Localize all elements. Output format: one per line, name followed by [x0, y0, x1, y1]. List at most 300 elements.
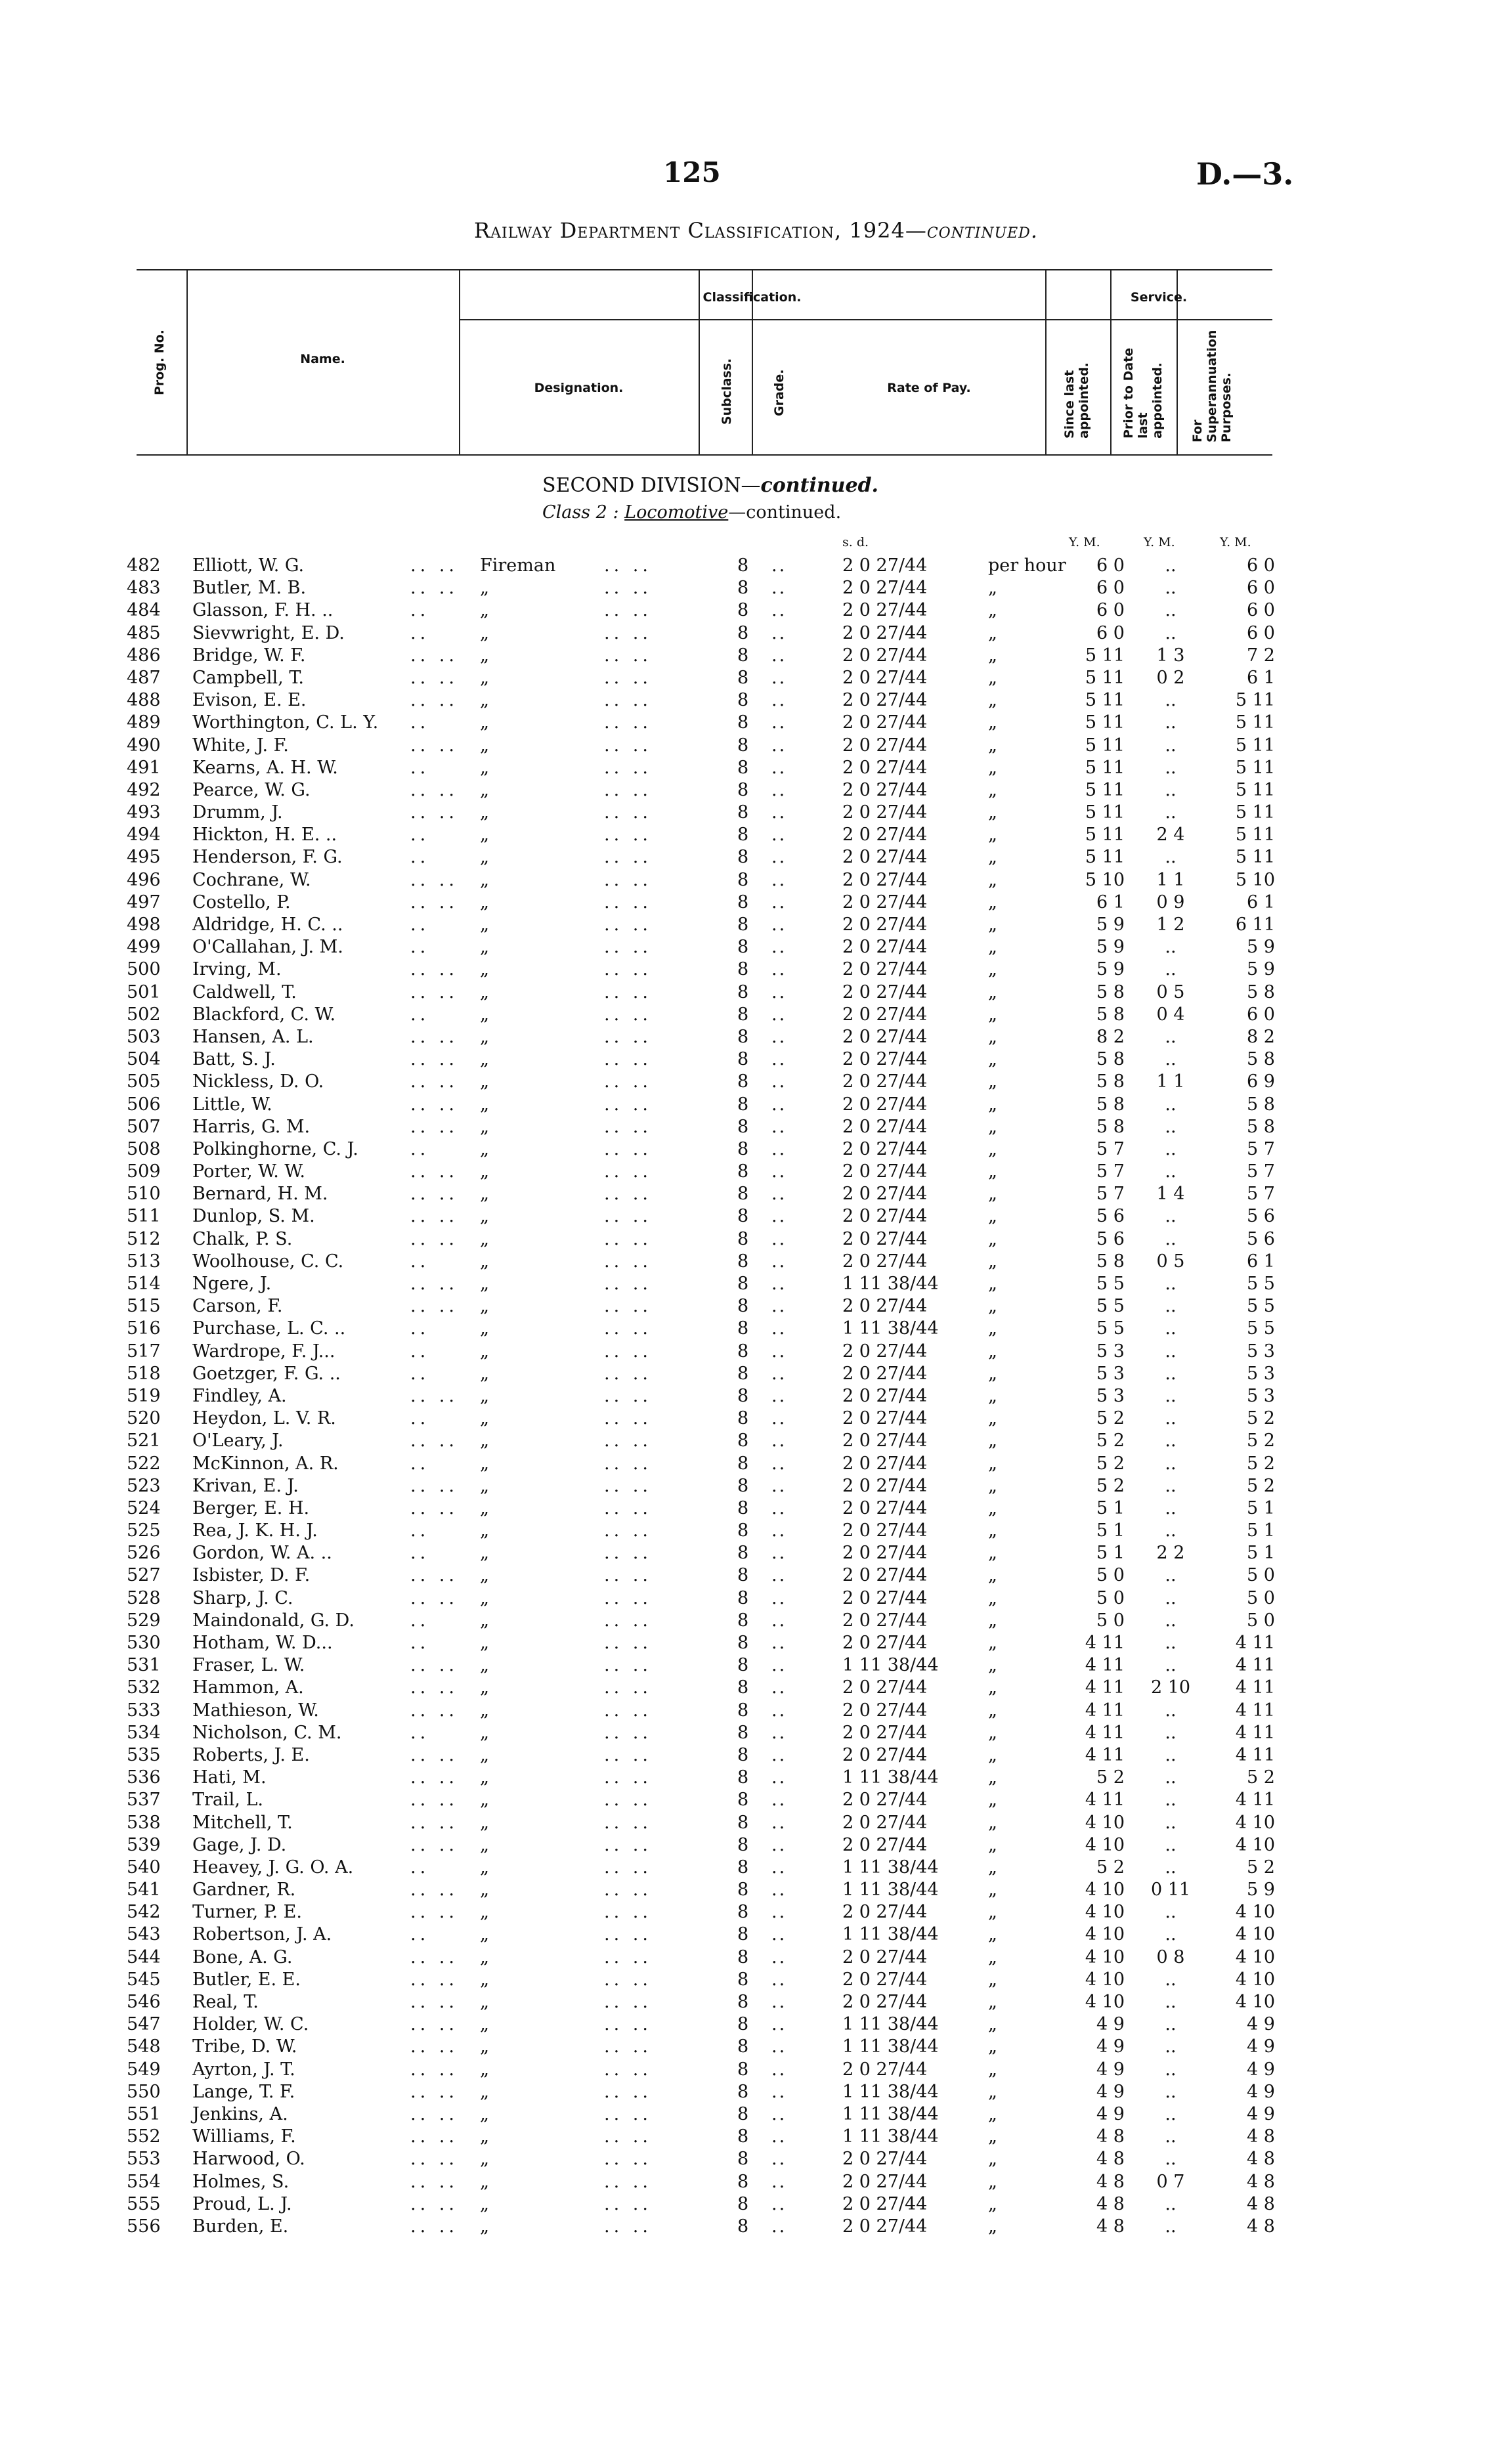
leader-dots: .. .. — [410, 1902, 458, 1923]
service-prior: 0 4 — [1156, 1004, 1185, 1025]
leader-dots: .. .. — [604, 667, 652, 688]
rate-of-pay: 1 11 38/44 — [842, 2103, 939, 2124]
leader-dots: .. — [771, 779, 787, 800]
rate-unit: „ — [988, 1744, 997, 1765]
rate-unit: „ — [988, 1004, 997, 1025]
grade: 8 — [737, 1475, 749, 1496]
rate-of-pay: 1 11 38/44 — [842, 1880, 939, 1901]
table-row — [0, 1564, 1512, 1587]
rate-of-pay: 1 11 38/44 — [842, 1857, 939, 1878]
service-superannuation: 5 6 — [1247, 1228, 1275, 1249]
table-row — [0, 1901, 1512, 1923]
title-continued: continued. — [926, 218, 1038, 243]
rate-of-pay: 2 0 27/44 — [842, 1790, 928, 1811]
grade: 8 — [737, 1363, 749, 1384]
service-since-last: 4 10 — [1085, 1902, 1125, 1923]
table-row — [0, 779, 1512, 802]
leader-dots: .. .. — [604, 1094, 652, 1115]
leader-dots: .. — [771, 1543, 787, 1564]
designation: „ — [480, 2081, 489, 2102]
service-since-last: 5 7 — [1096, 1184, 1125, 1205]
leader-dots: .. — [771, 1520, 787, 1541]
service-prior: .. — [1165, 1363, 1177, 1384]
service-prior: 1 1 — [1156, 1071, 1185, 1092]
service-since-last: 5 1 — [1096, 1520, 1125, 1541]
leader-dots: .. .. — [410, 1677, 458, 1698]
rate-unit: „ — [988, 1138, 997, 1159]
service-since-last: 6 0 — [1096, 578, 1125, 599]
leader-dots: .. .. — [604, 1543, 652, 1564]
leader-dots: .. .. — [604, 578, 652, 599]
service-prior: .. — [1165, 2149, 1177, 2170]
designation: „ — [480, 757, 489, 778]
rate-of-pay: 2 0 27/44 — [842, 1722, 928, 1743]
leader-dots: .. — [771, 757, 787, 778]
leader-dots: .. .. — [604, 1767, 652, 1788]
employee-name: Dunlop, S. M. — [192, 1206, 315, 1227]
employee-name: Mathieson, W. — [192, 1700, 319, 1721]
prog-no: 503 — [127, 1026, 161, 1047]
leader-dots: .. — [410, 712, 430, 733]
rate-of-pay: 2 0 27/44 — [842, 757, 928, 778]
table-row — [0, 1026, 1512, 1048]
service-since-last: 5 6 — [1096, 1228, 1125, 1249]
prog-no: 518 — [127, 1363, 161, 1384]
leader-dots: .. — [771, 981, 787, 1002]
leader-dots: .. — [771, 1565, 787, 1586]
leader-dots: .. — [771, 959, 787, 980]
service-prior: .. — [1165, 1475, 1177, 1496]
designation: „ — [480, 1138, 489, 1159]
leader-dots: .. .. — [410, 1744, 458, 1765]
table-row — [0, 1834, 1512, 1857]
table-row — [0, 1946, 1512, 1969]
rate-unit: „ — [988, 1565, 997, 1586]
employee-name: Goetzger, F. G. .. — [192, 1363, 341, 1384]
service-superannuation: 5 10 — [1235, 869, 1275, 890]
prog-no: 531 — [127, 1655, 161, 1676]
employee-name: Carson, F. — [192, 1296, 283, 1317]
table-row — [0, 2171, 1512, 2193]
rate-unit: „ — [988, 2036, 997, 2057]
employee-name: Wardrope, F. J... — [192, 1341, 335, 1362]
prog-no: 516 — [127, 1318, 161, 1339]
table-row — [0, 1789, 1512, 1811]
prog-no: 483 — [127, 578, 161, 599]
designation: „ — [480, 2126, 489, 2147]
service-superannuation: 5 5 — [1247, 1318, 1275, 1339]
grade: 8 — [737, 1655, 749, 1676]
employee-name: Evison, E. E. — [192, 690, 307, 711]
prog-no: 491 — [127, 757, 161, 778]
leader-dots: .. .. — [604, 2149, 652, 2170]
grade: 8 — [737, 2171, 749, 2192]
prog-no: 523 — [127, 1475, 161, 1496]
rate-of-pay: 2 0 27/44 — [842, 578, 928, 599]
leader-dots: .. .. — [604, 1251, 652, 1272]
leader-dots: .. .. — [604, 600, 652, 621]
prog-no: 490 — [127, 735, 161, 756]
leader-dots: .. .. — [410, 959, 458, 980]
leader-dots: .. .. — [604, 847, 652, 868]
prog-no: 521 — [127, 1430, 161, 1451]
leader-dots: .. .. — [604, 1049, 652, 1070]
employee-name: Drumm, J. — [192, 802, 283, 823]
grade: 8 — [737, 555, 749, 576]
service-since-last: 5 11 — [1085, 779, 1125, 800]
prog-no: 484 — [127, 600, 161, 621]
service-superannuation: 6 11 — [1235, 914, 1275, 935]
employee-name: Purchase, L. C. .. — [192, 1318, 346, 1339]
service-prior: .. — [1165, 1228, 1177, 1249]
employee-name: Hotham, W. D... — [192, 1633, 333, 1653]
prog-no: 501 — [127, 981, 161, 1002]
table-row — [0, 1183, 1512, 1205]
grade: 8 — [737, 1812, 749, 1833]
header-prior-to-date: Prior to Date last appointed. — [1121, 347, 1165, 439]
designation: „ — [480, 1610, 489, 1631]
employee-name: O'Callahan, J. M. — [192, 937, 343, 958]
rate-unit: „ — [988, 735, 997, 756]
service-since-last: 5 9 — [1096, 959, 1125, 980]
employee-name: White, J. F. — [192, 735, 289, 756]
leader-dots: .. .. — [604, 2036, 652, 2057]
leader-dots: .. .. — [604, 1004, 652, 1025]
prog-no: 496 — [127, 869, 161, 890]
designation: „ — [480, 1565, 489, 1586]
prog-no: 525 — [127, 1520, 161, 1541]
leader-dots: .. — [771, 2059, 787, 2080]
prog-no: 526 — [127, 1543, 161, 1564]
leader-dots: .. — [771, 1228, 787, 1249]
service-superannuation: 4 11 — [1235, 1700, 1275, 1721]
service-since-last: 4 9 — [1096, 2036, 1125, 2057]
service-prior: .. — [1165, 578, 1177, 599]
service-prior: .. — [1165, 959, 1177, 980]
rate-of-pay: 2 0 27/44 — [842, 1475, 928, 1496]
rate-of-pay: 2 0 27/44 — [842, 892, 928, 913]
employee-name: Holmes, S. — [192, 2171, 290, 2192]
service-prior: 0 5 — [1156, 1251, 1185, 1272]
service-since-last: 6 0 — [1096, 555, 1125, 576]
table-row — [0, 1497, 1512, 1520]
leader-dots: .. — [771, 1767, 787, 1788]
service-superannuation: 7 2 — [1247, 645, 1275, 666]
grade: 8 — [737, 1744, 749, 1765]
leader-dots: .. .. — [604, 2081, 652, 2102]
grade: 8 — [737, 600, 749, 621]
since-units: Y. M. — [1069, 535, 1100, 549]
leader-dots: .. .. — [410, 1206, 458, 1227]
rate-unit: „ — [988, 869, 997, 890]
table-row — [0, 824, 1512, 846]
service-superannuation: 6 0 — [1247, 600, 1275, 621]
service-prior: 2 4 — [1156, 825, 1185, 846]
rate-unit: „ — [988, 1071, 997, 1092]
leader-dots: .. — [771, 1655, 787, 1676]
service-since-last: 5 5 — [1096, 1296, 1125, 1317]
designation: „ — [480, 1071, 489, 1092]
prog-no: 538 — [127, 1812, 161, 1833]
page-title — [0, 218, 1512, 243]
table-row — [0, 1767, 1512, 1789]
table-row — [0, 1048, 1512, 1071]
prog-no: 546 — [127, 1992, 161, 2012]
leader-dots: .. .. — [410, 2059, 458, 2080]
service-prior: 0 7 — [1156, 2171, 1185, 2192]
table-row — [0, 1700, 1512, 1722]
table-row — [0, 1430, 1512, 1452]
service-superannuation: 5 11 — [1235, 847, 1275, 868]
rate-of-pay: 2 0 27/44 — [842, 1700, 928, 1721]
leader-dots: .. .. — [604, 1700, 652, 1721]
table-row — [0, 689, 1512, 712]
designation: „ — [480, 1116, 489, 1137]
prog-no: 552 — [127, 2126, 161, 2147]
leader-dots: .. .. — [604, 1296, 652, 1317]
table-row — [0, 1654, 1512, 1677]
rate-of-pay: 1 11 38/44 — [842, 2014, 939, 2035]
service-prior: 0 5 — [1156, 981, 1185, 1002]
leader-dots: .. — [771, 622, 787, 643]
employee-name: Hammon, A. — [192, 1677, 304, 1698]
service-prior: .. — [1165, 1318, 1177, 1339]
table-row — [0, 1677, 1512, 1699]
leader-dots: .. .. — [604, 1430, 652, 1451]
designation: „ — [480, 959, 489, 980]
leader-dots: .. .. — [410, 1385, 458, 1406]
grade: 8 — [737, 1924, 749, 1945]
leader-dots: .. .. — [410, 892, 458, 913]
grade: 8 — [737, 1969, 749, 1990]
prog-no: 498 — [127, 914, 161, 935]
leader-dots: .. — [771, 578, 787, 599]
table-row — [0, 1094, 1512, 1116]
leader-dots: .. .. — [604, 1161, 652, 1182]
prog-no: 553 — [127, 2149, 161, 2170]
designation: „ — [480, 1722, 489, 1743]
leader-dots: .. — [410, 1363, 430, 1384]
leader-dots: .. — [771, 1790, 787, 1811]
prior-units: Y. M. — [1144, 535, 1175, 549]
leader-dots: .. .. — [410, 1880, 458, 1901]
grade: 8 — [737, 1880, 749, 1901]
service-since-last: 4 8 — [1096, 2193, 1125, 2214]
rate-of-pay: 2 0 27/44 — [842, 937, 928, 958]
service-superannuation: 5 11 — [1235, 735, 1275, 756]
prog-no: 482 — [127, 555, 161, 576]
leader-dots: .. — [771, 1251, 787, 1272]
prog-no: 508 — [127, 1138, 161, 1159]
grade: 8 — [737, 757, 749, 778]
service-prior: .. — [1165, 1587, 1177, 1608]
leader-dots: .. — [771, 869, 787, 890]
prog-no: 533 — [127, 1700, 161, 1721]
designation: „ — [480, 847, 489, 868]
designation: „ — [480, 1497, 489, 1518]
prog-no: 510 — [127, 1184, 161, 1205]
leader-dots: .. .. — [604, 1274, 652, 1294]
service-superannuation: 5 1 — [1247, 1497, 1275, 1518]
service-superannuation: 4 9 — [1247, 2103, 1275, 2124]
table-row — [0, 2103, 1512, 2126]
prog-no: 527 — [127, 1565, 161, 1586]
service-prior: .. — [1165, 1924, 1177, 1945]
grade: 8 — [737, 892, 749, 913]
service-superannuation: 8 2 — [1247, 1026, 1275, 1047]
leader-dots: .. .. — [604, 1992, 652, 2012]
employee-name: Irving, M. — [192, 959, 282, 980]
leader-dots: .. .. — [410, 1834, 458, 1855]
grade: 8 — [737, 847, 749, 868]
leader-dots: .. — [410, 1453, 430, 1474]
leader-dots: .. — [771, 1071, 787, 1092]
leader-dots: .. .. — [410, 2193, 458, 2214]
rate-unit: „ — [988, 1992, 997, 2012]
designation: „ — [480, 1026, 489, 1047]
leader-dots: .. — [771, 667, 787, 688]
grade: 8 — [737, 1633, 749, 1653]
employee-name: Jenkins, A. — [192, 2103, 288, 2124]
table-row — [0, 1161, 1512, 1183]
rate-unit: „ — [988, 1274, 997, 1294]
leader-dots: .. .. — [604, 1744, 652, 1765]
designation: „ — [480, 1812, 489, 1833]
employee-name: Little, W. — [192, 1094, 272, 1115]
employee-name: Bernard, H. M. — [192, 1184, 328, 1205]
service-superannuation: 5 8 — [1247, 981, 1275, 1002]
leader-dots: .. .. — [604, 1587, 652, 1608]
leader-dots: .. — [771, 645, 787, 666]
rate-unit: „ — [988, 1161, 997, 1182]
service-prior: .. — [1165, 1812, 1177, 1833]
rate-unit: „ — [988, 622, 997, 643]
designation: „ — [480, 1341, 489, 1362]
class-continued: —continued. — [728, 502, 842, 523]
rate-unit: „ — [988, 1094, 997, 1115]
service-prior: .. — [1165, 2216, 1177, 2237]
leader-dots: .. — [771, 1610, 787, 1631]
rate-unit: „ — [988, 1341, 997, 1362]
prog-no: 528 — [127, 1587, 161, 1608]
leader-dots: .. — [410, 914, 430, 935]
leader-dots: .. .. — [410, 1655, 458, 1676]
service-since-last: 5 11 — [1085, 690, 1125, 711]
leader-dots: .. .. — [410, 1790, 458, 1811]
prog-no: 493 — [127, 802, 161, 823]
employee-name: Proud, L. J. — [192, 2193, 292, 2214]
rate-unit: „ — [988, 1677, 997, 1698]
prog-no: 514 — [127, 1274, 161, 1294]
leader-dots: .. .. — [604, 1408, 652, 1429]
service-since-last: 5 9 — [1096, 937, 1125, 958]
leader-dots: .. .. — [410, 555, 458, 576]
prog-no: 519 — [127, 1385, 161, 1406]
prog-no: 545 — [127, 1969, 161, 1990]
designation: „ — [480, 2059, 489, 2080]
rate-unit: „ — [988, 2126, 997, 2147]
service-superannuation: 5 11 — [1235, 712, 1275, 733]
grade: 8 — [737, 914, 749, 935]
leader-dots: .. — [771, 2081, 787, 2102]
leader-dots: .. — [771, 690, 787, 711]
leader-dots: .. — [771, 600, 787, 621]
employee-table — [0, 555, 1512, 2238]
rate-of-pay: 2 0 27/44 — [842, 802, 928, 823]
leader-dots: .. .. — [410, 2014, 458, 2035]
service-superannuation: 5 2 — [1247, 1767, 1275, 1788]
table-row — [0, 645, 1512, 667]
leader-dots: .. .. — [604, 1610, 652, 1631]
leader-dots: .. .. — [604, 1497, 652, 1518]
table-row — [0, 599, 1512, 622]
grade: 8 — [737, 667, 749, 688]
rate-of-pay: 1 11 38/44 — [842, 2036, 939, 2057]
rate-of-pay: 2 0 27/44 — [842, 600, 928, 621]
employee-name: Chalk, P. S. — [192, 1228, 293, 1249]
leader-dots: .. .. — [604, 1385, 652, 1406]
service-superannuation: 5 7 — [1247, 1161, 1275, 1182]
rate-unit: „ — [988, 1610, 997, 1631]
designation: „ — [480, 667, 489, 688]
service-since-last: 5 0 — [1096, 1565, 1125, 1586]
leader-dots: .. — [771, 1004, 787, 1025]
employee-name: Sharp, J. C. — [192, 1587, 293, 1608]
service-superannuation: 6 1 — [1247, 892, 1275, 913]
table-row — [0, 846, 1512, 869]
table-row — [0, 1542, 1512, 1564]
designation: „ — [480, 1767, 489, 1788]
super-units: Y. M. — [1220, 535, 1251, 549]
prog-no: 515 — [127, 1296, 161, 1317]
employee-name: Henderson, F. G. — [192, 847, 343, 868]
service-prior: .. — [1165, 1430, 1177, 1451]
grade: 8 — [737, 1116, 749, 1137]
service-since-last: 5 2 — [1096, 1475, 1125, 1496]
service-since-last: 5 11 — [1085, 825, 1125, 846]
designation: „ — [480, 802, 489, 823]
leader-dots: .. .. — [604, 959, 652, 980]
prog-no: 507 — [127, 1116, 161, 1137]
service-since-last: 5 8 — [1096, 1004, 1125, 1025]
grade: 8 — [737, 2149, 749, 2170]
leader-dots: .. .. — [410, 735, 458, 756]
designation: „ — [480, 2193, 489, 2214]
service-since-last: 4 8 — [1096, 2126, 1125, 2147]
employee-name: Campbell, T. — [192, 667, 304, 688]
header-rule — [1045, 319, 1272, 320]
service-since-last: 4 8 — [1096, 2216, 1125, 2237]
leader-dots: .. .. — [410, 1430, 458, 1451]
rate-of-pay: 2 0 27/44 — [842, 1610, 928, 1631]
employee-name: Ngere, J. — [192, 1274, 272, 1294]
leader-dots: .. .. — [410, 1587, 458, 1608]
rate-of-pay: 2 0 27/44 — [842, 1430, 928, 1451]
leader-dots: .. .. — [604, 1116, 652, 1137]
grade: 8 — [737, 825, 749, 846]
service-since-last: 5 7 — [1096, 1161, 1125, 1182]
service-since-last: 4 11 — [1085, 1790, 1125, 1811]
table-row — [0, 1722, 1512, 1744]
employee-name: Pearce, W. G. — [192, 779, 311, 800]
rate-of-pay: 2 0 27/44 — [842, 1026, 928, 1047]
rate-of-pay: 2 0 27/44 — [842, 1385, 928, 1406]
leader-dots: .. — [771, 1408, 787, 1429]
rate-unit: „ — [988, 1318, 997, 1339]
leader-dots: .. — [771, 937, 787, 958]
rate-unit: „ — [988, 847, 997, 868]
service-superannuation: 5 5 — [1247, 1296, 1275, 1317]
